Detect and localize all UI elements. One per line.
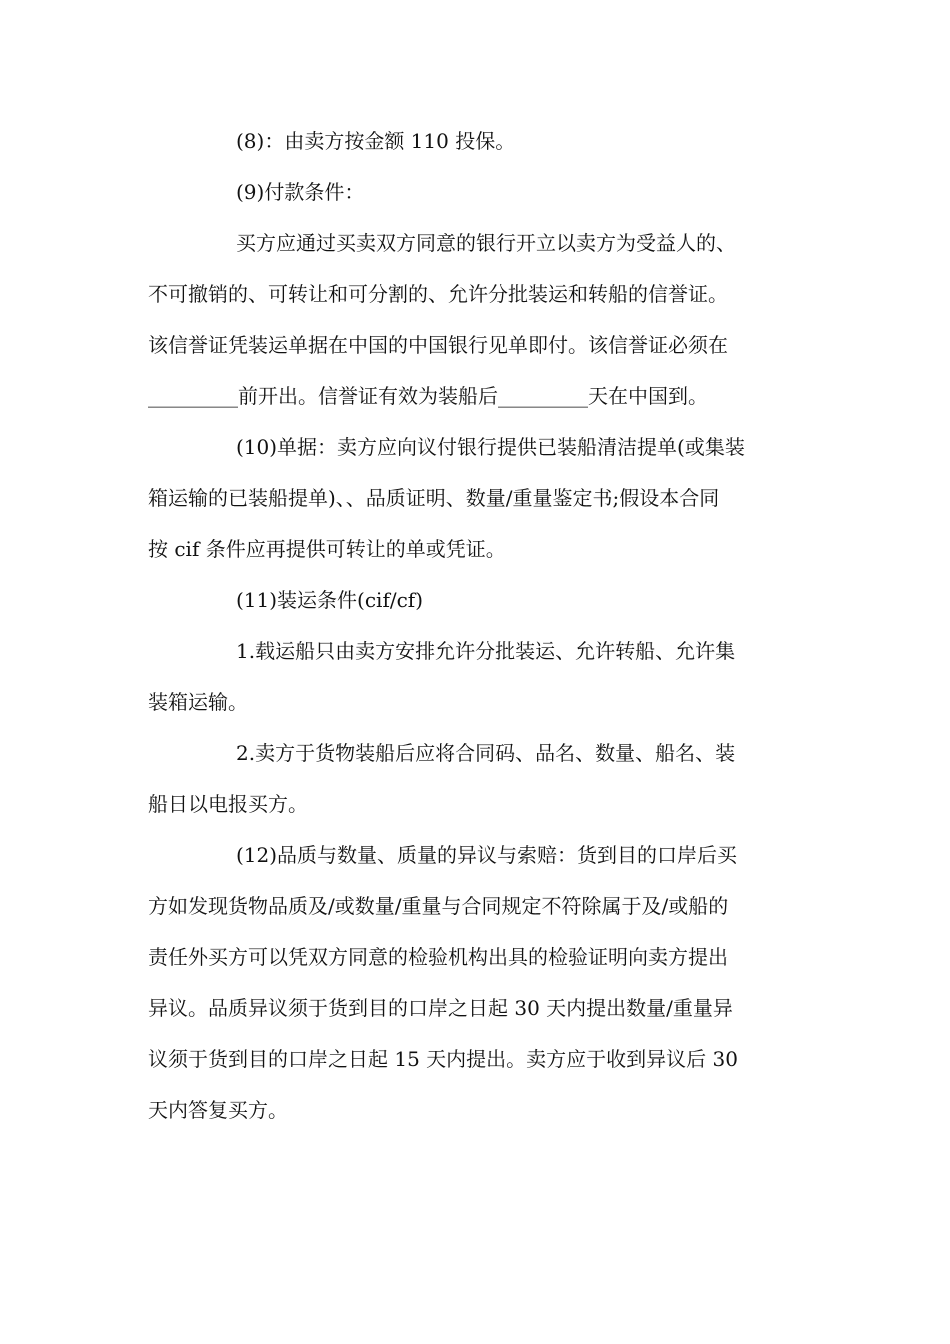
text-line: 买方应通过买卖双方同意的银行开立以卖方为受益人的、 (236, 231, 736, 255)
clause-11-item-2 (148, 728, 800, 830)
clause-9-heading (148, 167, 800, 218)
text-line: 异议。品质异议须于货到目的口岸之日起 30 天内提出数量/重量异 (148, 996, 733, 1020)
text-line: 船日以电报买方。 (148, 792, 308, 816)
text-line: (8)：由卖方按金额 110 投保。 (236, 129, 516, 153)
clause-11-heading (148, 575, 800, 626)
text-line: 装箱运输。 (148, 690, 248, 714)
text-line: (9)付款条件： (236, 180, 365, 204)
document-body (148, 116, 800, 1136)
text-line: 议须于货到目的口岸之日起 15 天内提出。卖方应于收到异议后 30 (148, 1047, 738, 1071)
text-line: 该信誉证凭装运单据在中国的中国银行见单即付。该信誉证必须在 (148, 333, 728, 357)
text-line: 2.卖方于货物装船后应将合同码、品名、数量、船名、装 (236, 741, 736, 765)
text-line: 天内答复买方。 (148, 1098, 288, 1122)
text-line: (12)品质与数量、质量的异议与索赔：货到目的口岸后买 (236, 843, 738, 867)
clause-9-body (148, 218, 800, 422)
text-line: (10)单据：卖方应向议付银行提供已装船清洁提单(或集装 (236, 435, 745, 459)
text-line: 箱运输的已装船提单)、、品质证明、数量/重量鉴定书;假设本合同 (148, 486, 720, 510)
text-line: 不可撤销的、可转让和可分割的、允许分批装运和转船的信誉证。 (148, 282, 728, 306)
clause-10 (148, 422, 800, 575)
text-line: (11)装运条件(cif/cf) (236, 588, 424, 612)
clause-12 (148, 830, 800, 1136)
text-line: 责任外买方可以凭双方同意的检验机构出具的检验证明向卖方提出 (148, 945, 728, 969)
text-line: 1.载运船只由卖方安排允许分批装运、允许转船、允许集 (236, 639, 736, 663)
clause-8 (148, 116, 800, 167)
text-line: _________前开出。信誉证有效为装船后_________天在中国到。 (148, 384, 708, 408)
clause-11-item-1 (148, 626, 800, 728)
text-line: 按 cif 条件应再提供可转让的单或凭证。 (148, 537, 506, 561)
text-line: 方如发现货物品质及/或数量/重量与合同规定不符除属于及/或船的 (148, 894, 729, 918)
